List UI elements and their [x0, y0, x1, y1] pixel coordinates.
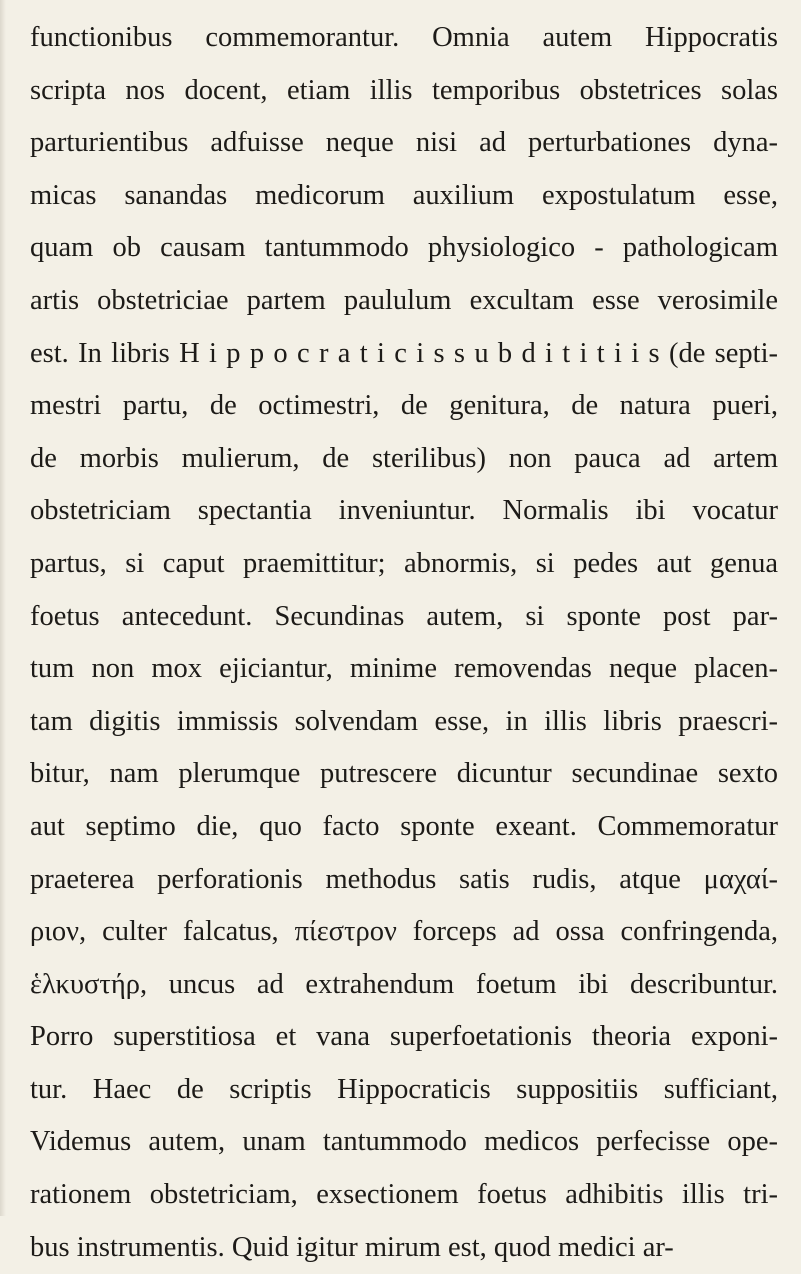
text-line: mestri partu, de octimestri, de genitura, de natura pueri,: [30, 390, 778, 422]
text-line: obstetriciam spectantia inveniuntur. Normalis ibi vocatur: [30, 495, 778, 527]
text-line: quam ob causam tantummodo physiologico - pathologicam: [30, 232, 778, 264]
text-line: tam digitis immissis solvendam esse, in illis libris praescri-: [30, 705, 778, 737]
text-line: praeterea perforationis methodus satis rudis, atque μαχαί-: [30, 863, 778, 895]
text-line: Videmus autem, unam tantummodo medicos perfecisse ope-: [30, 1126, 778, 1158]
text-line: est. In libris H i p p o c r a t i c i s s u b d i t i t i i s (de septi-: [30, 337, 778, 369]
text-line: artis obstetriciae partem paululum excultam esse verosimile: [30, 284, 778, 316]
text-line: functionibus commemorantur. Omnia autem Hippocratis: [30, 22, 778, 53]
text-line: foetus antecedunt. Secundinas autem, si sponte post par-: [30, 600, 778, 632]
text-line: scripta nos docent, etiam illis temporibus obstetrices solas: [30, 74, 778, 106]
text-line: bitur, nam plerumque putrescere dicuntur secundinae sexto: [30, 758, 778, 790]
text-line: tur. Haec de scriptis Hippocraticis suppositiis sufficiant,: [30, 1073, 778, 1105]
text-line: ριον, culter falcatus, πίεστρον forceps ad ossa confringenda,: [30, 916, 778, 948]
text-line: parturientibus adfuisse neque nisi ad perturbationes dyna-: [30, 127, 778, 159]
text-line: micas sanandas medicorum auxilium expostulatum esse,: [30, 179, 778, 211]
text-line: bus instrumentis. Quid igitur mirum est, quod medici ar-: [30, 1231, 674, 1263]
text-line: rationem obstetriciam, exsectionem foetus adhibitis illis tri-: [30, 1179, 778, 1211]
text-line: partus, si caput praemittitur; abnormis, si pedes aut genua: [30, 547, 778, 579]
text-line: aut septimo die, quo facto sponte exeant. Commemoratur: [30, 810, 778, 842]
text-line: ἑλκυστήρ, uncus ad extrahendum foetum ibi describuntur.: [30, 968, 778, 1000]
text-line: Porro superstitiosa et vana superfoetationis theoria exponi-: [30, 1021, 778, 1053]
page-binding-edge: [0, 0, 6, 1216]
text-line: de morbis mulierum, de sterilibus) non pauca ad artem: [30, 442, 778, 474]
text-line: tum non mox ejiciantur, minime removendas neque placen-: [30, 653, 778, 685]
body-text: [30, 12, 778, 1274]
